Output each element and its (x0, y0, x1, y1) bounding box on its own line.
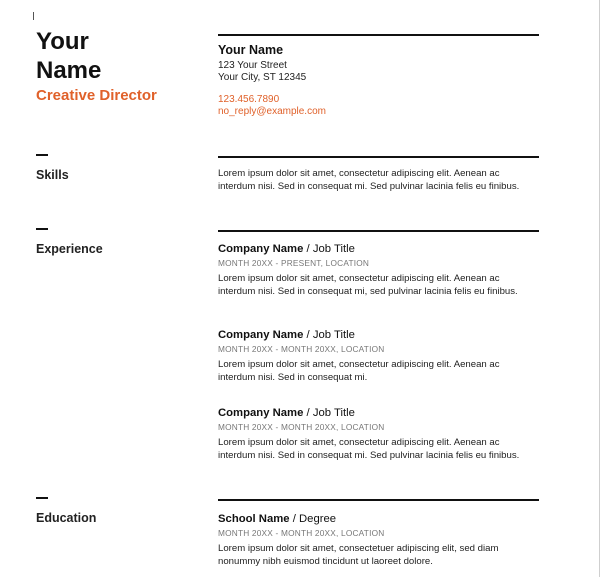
page-edge (599, 0, 600, 577)
name-line-2: Name (36, 57, 102, 84)
experience-entry[interactable] (218, 328, 538, 385)
entry-description: Lorem ipsum dolor sit amet, consectetur adipiscing elit. Aenean ac interdum nisi. Sed in consequat mi. (218, 359, 500, 383)
contact-email: no_reply@example.com (218, 106, 326, 117)
experience-entry[interactable] (218, 242, 538, 299)
company-name: Company Name (218, 243, 304, 255)
education-label[interactable]: Education (36, 511, 97, 525)
contact-name: Your Name (218, 43, 284, 57)
entry-title (218, 328, 538, 342)
text-cursor (33, 12, 34, 20)
contact-block[interactable] (218, 44, 326, 118)
resume-name-heading[interactable] (36, 27, 101, 85)
skills-label[interactable]: Skills (36, 168, 69, 182)
title-separator: / (303, 329, 313, 341)
title-separator: / (289, 513, 299, 525)
entry-description: Lorem ipsum dolor sit amet, consectetur adipiscing elit. Aenean ac interdum nisi. Sed in consequat mi, sed pulvinar lacinia felis eu finibus. (218, 273, 518, 297)
title-separator: / (303, 407, 313, 419)
experience-entry[interactable] (218, 406, 538, 463)
entry-title (218, 242, 538, 256)
job-title: Job Title (312, 407, 355, 419)
degree-name: Degree (299, 513, 337, 525)
entry-description: Lorem ipsum dolor sit amet, consectetur adipiscing elit. Aenean ac interdum nisi. Sed in consequat mi. Sed pulvinar lacinia felis eu finibus. (218, 437, 520, 461)
contact-city: Your City, ST 12345 (218, 72, 307, 83)
contact-street: 123 Your Street (218, 60, 287, 71)
job-title: Job Title (312, 329, 355, 341)
contact-divider (218, 34, 539, 36)
title-separator: / (303, 243, 313, 255)
entry-description: Lorem ipsum dolor sit amet, consectetuer adipiscing elit, sed diam nonummy nibh euismod tincidunt ut laoreet dolore. (218, 543, 499, 567)
job-role-title[interactable]: Creative Director (36, 87, 157, 104)
experience-divider (218, 230, 539, 232)
entry-meta: MONTH 20XX - MONTH 20XX, LOCATION (218, 344, 385, 354)
skills-divider (218, 156, 539, 158)
skills-dash (36, 154, 48, 156)
company-name: Company Name (218, 407, 304, 419)
school-name: School Name (218, 513, 290, 525)
entry-title (218, 406, 538, 420)
entry-meta: MONTH 20XX - PRESENT, LOCATION (218, 258, 370, 268)
experience-dash (36, 228, 48, 230)
education-entry[interactable] (218, 512, 538, 569)
entry-meta: MONTH 20XX - MONTH 20XX, LOCATION (218, 422, 385, 432)
company-name: Company Name (218, 329, 304, 341)
contact-phone: 123.456.7890 (218, 94, 280, 105)
name-line-1: Your (36, 28, 89, 55)
skills-text[interactable]: Lorem ipsum dolor sit amet, consectetur adipiscing elit. Aenean ac interdum nisi. Sed in consequat mi. Sed pulvinar lacinia felis eu finibus. (218, 168, 520, 192)
job-title: Job Title (312, 243, 355, 255)
entry-meta: MONTH 20XX - MONTH 20XX, LOCATION (218, 528, 385, 538)
education-dash (36, 497, 48, 499)
entry-title (218, 512, 538, 526)
experience-label[interactable]: Experience (36, 242, 103, 256)
education-divider (218, 499, 539, 501)
